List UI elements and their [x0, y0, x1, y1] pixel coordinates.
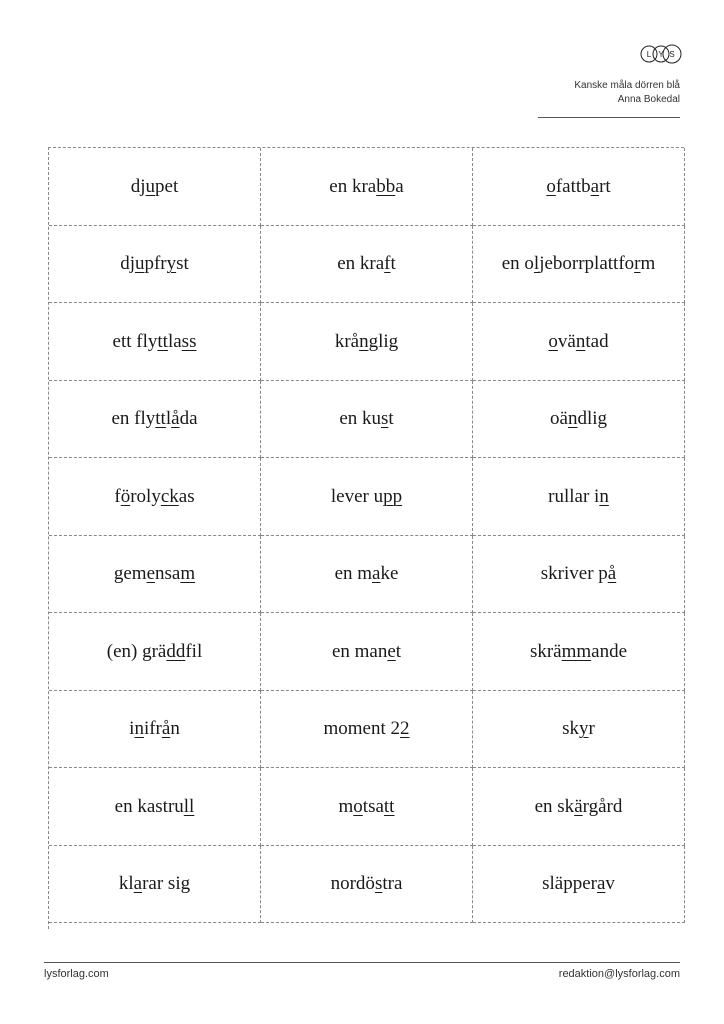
- word-segment: st: [176, 253, 189, 274]
- word-card: [261, 691, 473, 768]
- book-title: Kanske måla dörren blå: [574, 80, 680, 91]
- footer-website: lysforlag.com: [44, 968, 109, 980]
- logo-letter-y: Y: [658, 50, 664, 59]
- underlined-segment: r: [634, 253, 641, 274]
- word-segment: ande: [591, 640, 628, 662]
- word-card: [473, 613, 685, 691]
- word-card: [473, 536, 685, 613]
- underlined-segment: tt: [155, 408, 166, 429]
- word-segment: moment 2: [323, 718, 401, 739]
- underlined-segment: u: [134, 253, 145, 274]
- footer-divider: [44, 962, 680, 963]
- underlined-segment: å: [161, 718, 171, 739]
- word-segment: t: [395, 640, 402, 662]
- word-card: [473, 846, 685, 923]
- word-segment: v: [605, 873, 615, 894]
- underlined-segment: n: [134, 718, 144, 739]
- word-segment: tsa: [362, 795, 384, 817]
- underlined-segment: mm: [561, 640, 592, 662]
- underlined-segment: ll: [183, 795, 195, 817]
- underlined-segment: a: [372, 563, 381, 584]
- underlined-segment: bb: [376, 175, 396, 197]
- word-segment: as: [178, 485, 195, 507]
- word-card: [473, 458, 685, 536]
- underlined-segment: a: [596, 873, 606, 894]
- word-segment: fil: [185, 640, 203, 662]
- underlined-segment: ss: [181, 330, 197, 352]
- word-segment: en m: [334, 563, 373, 584]
- word-card: [473, 226, 685, 303]
- word-segment: m: [338, 795, 354, 817]
- word-segment: rar sig: [142, 873, 191, 894]
- word-segment: en man: [331, 640, 388, 662]
- word-card: [261, 768, 473, 846]
- word-segment: fattb: [555, 175, 591, 197]
- word-segment: lever u: [330, 485, 384, 507]
- underlined-segment: tt: [383, 795, 395, 817]
- word-segment: pfr: [144, 253, 167, 274]
- underlined-segment: o: [353, 795, 363, 817]
- underlined-segment: e: [146, 563, 156, 584]
- underlined-segment: dd: [166, 640, 186, 662]
- underlined-segment: ck: [160, 485, 179, 507]
- word-card: [49, 536, 261, 613]
- word-card: [49, 458, 261, 536]
- underlined-segment: a: [133, 873, 143, 894]
- word-segment: en kra: [337, 253, 385, 274]
- word-segment: tad: [585, 330, 609, 352]
- word-segment: sk: [562, 718, 580, 739]
- word-segment: kl: [118, 873, 134, 894]
- word-segment: (en) grä: [106, 640, 167, 662]
- word-segment: m: [640, 253, 656, 274]
- underlined-segment: tt: [157, 330, 168, 352]
- word-card: [473, 148, 685, 226]
- word-segment: dj: [130, 175, 146, 197]
- word-segment: dlig: [577, 408, 607, 429]
- underlined-segment: y: [166, 253, 177, 274]
- word-segment: en fly: [111, 408, 156, 429]
- logo-letter-l: L: [646, 50, 652, 59]
- word-segment: ett fly: [112, 330, 158, 352]
- word-segment: t: [388, 408, 394, 429]
- word-segment: krå: [334, 330, 360, 352]
- word-segment: rgård: [582, 795, 623, 817]
- underlined-segment: n: [575, 330, 586, 352]
- word-segment: f: [114, 485, 121, 507]
- word-card: [49, 381, 261, 458]
- word-card: [49, 613, 261, 691]
- word-segment: tra: [382, 873, 403, 894]
- word-segment: rt: [599, 175, 611, 197]
- word-card: [261, 458, 473, 536]
- word-segment: rullar i: [548, 485, 600, 507]
- word-segment: pet: [155, 175, 179, 197]
- word-segment: en sk: [534, 795, 575, 817]
- word-segment: lig: [378, 330, 399, 352]
- author-name: Anna Bokedal: [617, 94, 680, 105]
- underlined-segment: u: [145, 175, 156, 197]
- word-segment: nordö: [330, 873, 375, 894]
- word-card: [261, 148, 473, 226]
- word-card: [49, 226, 261, 303]
- word-card: [49, 303, 261, 381]
- word-segment: skrä: [529, 640, 562, 662]
- logo-letter-s: S: [669, 50, 675, 59]
- word-card: [49, 148, 261, 226]
- word-segment: nsa: [155, 563, 181, 584]
- word-segment: i: [129, 718, 135, 739]
- word-card: [473, 768, 685, 846]
- underlined-segment: m: [180, 563, 196, 584]
- underlined-segment: s: [381, 408, 389, 429]
- word-segment: en o: [501, 253, 534, 274]
- underlined-segment: ä: [574, 795, 583, 817]
- word-segment: släpper: [542, 873, 597, 894]
- word-segment: en kra: [329, 175, 377, 197]
- underlined-segment: ö: [120, 485, 131, 507]
- underlined-segment: å: [171, 408, 180, 429]
- word-segment: gem: [113, 563, 147, 584]
- word-segment: jeborrplattfo: [539, 253, 635, 274]
- underlined-segment: pp: [383, 485, 403, 507]
- underlined-segment: e: [387, 640, 396, 662]
- word-card-grid: [48, 147, 684, 929]
- book-meta: [574, 79, 680, 107]
- word-segment: da: [179, 408, 198, 429]
- word-segment: vä: [557, 330, 576, 352]
- word-segment: oä: [550, 408, 568, 429]
- word-segment: ke: [380, 563, 399, 584]
- underlined-segment: n: [567, 408, 578, 429]
- word-segment: r: [588, 718, 595, 739]
- word-segment: a: [395, 175, 404, 197]
- word-card: [261, 846, 473, 923]
- word-card: [473, 303, 685, 381]
- word-segment: roly: [130, 485, 161, 507]
- underlined-segment: n: [599, 485, 609, 507]
- word-card: [473, 381, 685, 458]
- underlined-segment: å: [607, 563, 617, 584]
- footer-email: redaktion@lysforlag.com: [558, 968, 680, 980]
- word-segment: en kastru: [114, 795, 184, 817]
- underlined-segment: ng: [359, 330, 379, 352]
- word-segment: la: [167, 330, 182, 352]
- header-divider: [538, 117, 680, 118]
- underlined-segment: s: [374, 873, 383, 894]
- word-card: [49, 846, 261, 923]
- word-segment: t: [390, 253, 396, 274]
- word-card: [261, 226, 473, 303]
- underlined-segment: a: [590, 175, 600, 197]
- word-card: [261, 303, 473, 381]
- word-card: [261, 381, 473, 458]
- underlined-segment: l: [533, 253, 540, 274]
- underlined-segment: o: [548, 330, 558, 352]
- word-segment: dj: [120, 253, 135, 274]
- word-segment: ifr: [143, 718, 162, 739]
- word-card: [49, 691, 261, 768]
- underlined-segment: f: [384, 253, 391, 274]
- word-segment: skriver p: [540, 563, 608, 584]
- underlined-segment: o: [546, 175, 556, 197]
- underlined-segment: y: [579, 718, 589, 739]
- word-segment: en ku: [339, 408, 381, 429]
- word-card: [261, 613, 473, 691]
- lys-logo-icon: [640, 43, 682, 65]
- underlined-segment: 2: [400, 718, 410, 739]
- word-card: [261, 536, 473, 613]
- word-segment: n: [170, 718, 180, 739]
- word-card: [49, 768, 261, 846]
- word-segment: l: [165, 408, 172, 429]
- word-card: [473, 691, 685, 768]
